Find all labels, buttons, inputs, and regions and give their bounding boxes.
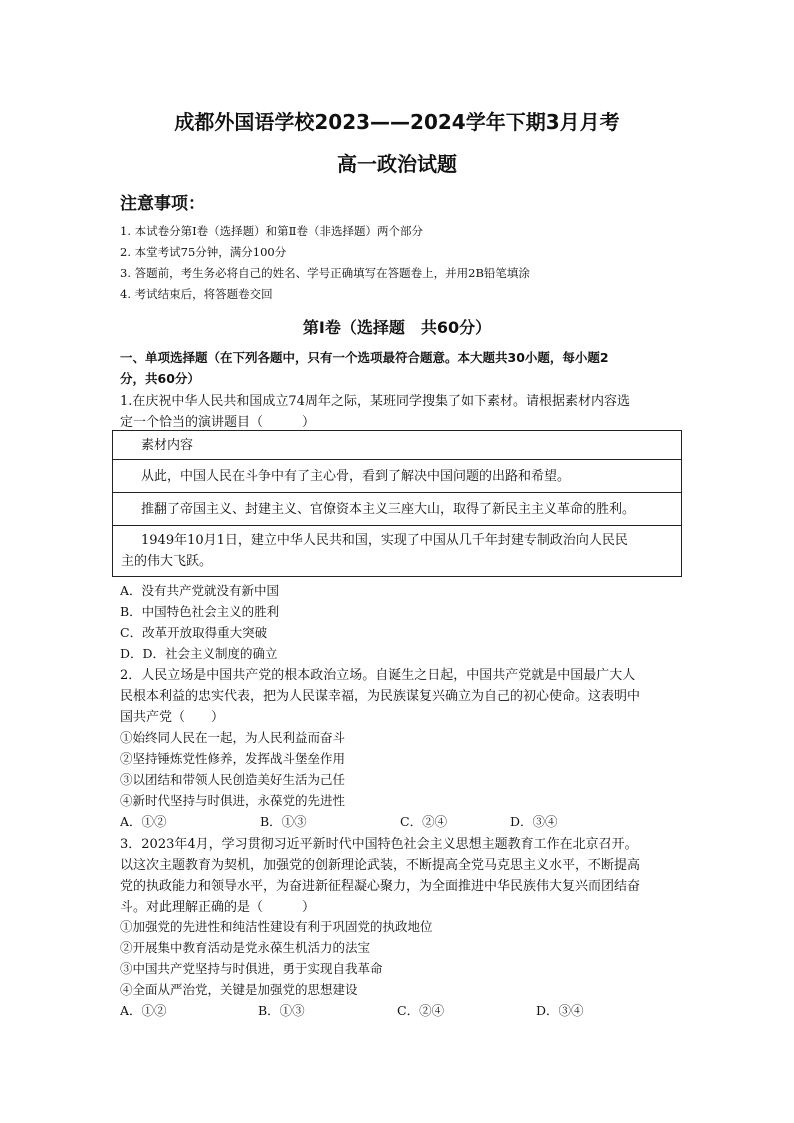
section-heading: 一、单项选择题（在下列各题中，只有一个选项最符合题意。本大题共30小题，每小题2: [120, 350, 609, 365]
q2-answer-c: C．②④: [400, 814, 448, 829]
q3-stem-cont: 以这次主题教育为契机，加强党的创新理论武装，不断提高全党马克思主义水平，不断提高: [120, 858, 641, 873]
q2-stem: 2．人民立场是中国共产党的根本政治立场。自诞生之日起，中国共产党就是中国最广大人: [120, 668, 636, 683]
q2-answer-d: D．③④: [510, 814, 558, 829]
q3-answer-b: B．①③: [258, 1003, 305, 1018]
q3-stem: 3．2023年4月，学习贯彻习近平新时代中国特色社会主义思想主题教育工作在北京召开。: [120, 837, 638, 852]
q2-item: ③以团结和带领人民创造美好生活为己任: [120, 772, 346, 787]
notice-item: 4. 考试结束后，将答题卷交回: [120, 287, 273, 301]
q1-option-b: B．中国特色社会主义的胜利: [120, 604, 280, 619]
q1-stem-cont: 定一个恰当的演讲题目（ ）: [120, 415, 316, 430]
notice-item: 2. 本堂考试75分钟，满分100分: [120, 245, 287, 259]
q1-option-d: D．D．社会主义制度的确立: [120, 646, 278, 661]
notice-item: 3. 答题前，考生务必将自己的姓名、学号正确填写在答题卷上，并用2B铅笔填涂: [120, 266, 530, 280]
table-row: 从此，中国人民在斗争中有了主心骨，看到了解决中国问题的出路和希望。: [113, 460, 682, 493]
table-row: [113, 526, 682, 577]
q2-answer-a: A．①②: [120, 814, 167, 829]
table-row: 推翻了帝国主义、封建主义、官僚资本主义三座大山，取得了新民主主义革命的胜利。: [113, 493, 682, 526]
q2-answer-b: B．①③: [260, 814, 307, 829]
table-header: 素材内容: [113, 431, 682, 460]
notice-item: 1. 本试卷分第Ⅰ卷（选择题）和第Ⅱ卷（非选择题）两个部分: [120, 224, 423, 238]
table-row-line: 1949年10月1日，建立中华人民共和国，实现了中国从几千年封建专制政治向人民民: [141, 533, 628, 548]
q2-item: ①始终同人民在一起，为人民利益而奋斗: [120, 730, 346, 745]
material-table: [112, 430, 682, 577]
q2-stem-cont: 国共产党（ ）: [120, 710, 225, 725]
volume-heading: 第Ⅰ卷（选择题 共60分）: [302, 318, 492, 337]
exam-subtitle: 高一政治试题: [337, 152, 457, 176]
q3-stem-cont: 党的执政能力和领导水平，为奋进新征程凝心聚力，为全面推进中华民族伟大复兴而团结奋: [120, 879, 641, 894]
q3-item: ②开展集中教育活动是党永葆生机活力的法宝: [120, 940, 371, 955]
q3-stem-cont: 斗。对此理解正确的是（ ）: [120, 900, 316, 915]
q1-stem: 1.在庆祝中华人民共和国成立74周年之际，某班同学搜集了如下素材。请根据素材内容选: [120, 394, 630, 409]
notice-heading: 注意事项：: [120, 194, 205, 214]
exam-title: 成都外国语学校2023——2024学年下期3月月考: [174, 110, 620, 134]
q1-option-c: C．改革开放取得重大突破: [120, 625, 268, 640]
q2-stem-cont: 民根本利益的忠实代表，把为人民谋幸福，为民族谋复兴确立为自己的初心使命。这表明中: [120, 689, 641, 704]
q1-option-a: A．没有共产党就没有新中国: [120, 583, 280, 598]
q2-item: ②坚持锤炼党性修养，发挥战斗堡垒作用: [120, 751, 346, 766]
section-heading-cont: 分，共60分）: [120, 371, 200, 386]
q3-item: ③中国共产党坚持与时俱进，勇于实现自我革命: [120, 961, 383, 976]
q3-answer-c: C．②④: [397, 1003, 445, 1018]
q3-answer-a: A．①②: [120, 1003, 167, 1018]
q3-item: ①加强党的先进性和纯洁性建设有利于巩固党的执政地位: [120, 919, 433, 934]
table-row-line: 主的伟大飞跃。: [121, 554, 213, 569]
q2-item: ④新时代坚持与时俱进，永葆党的先进性: [120, 793, 346, 808]
q3-answer-d: D．③④: [536, 1003, 584, 1018]
q3-item: ④全面从严治党，关键是加强党的思想建设: [120, 982, 358, 997]
